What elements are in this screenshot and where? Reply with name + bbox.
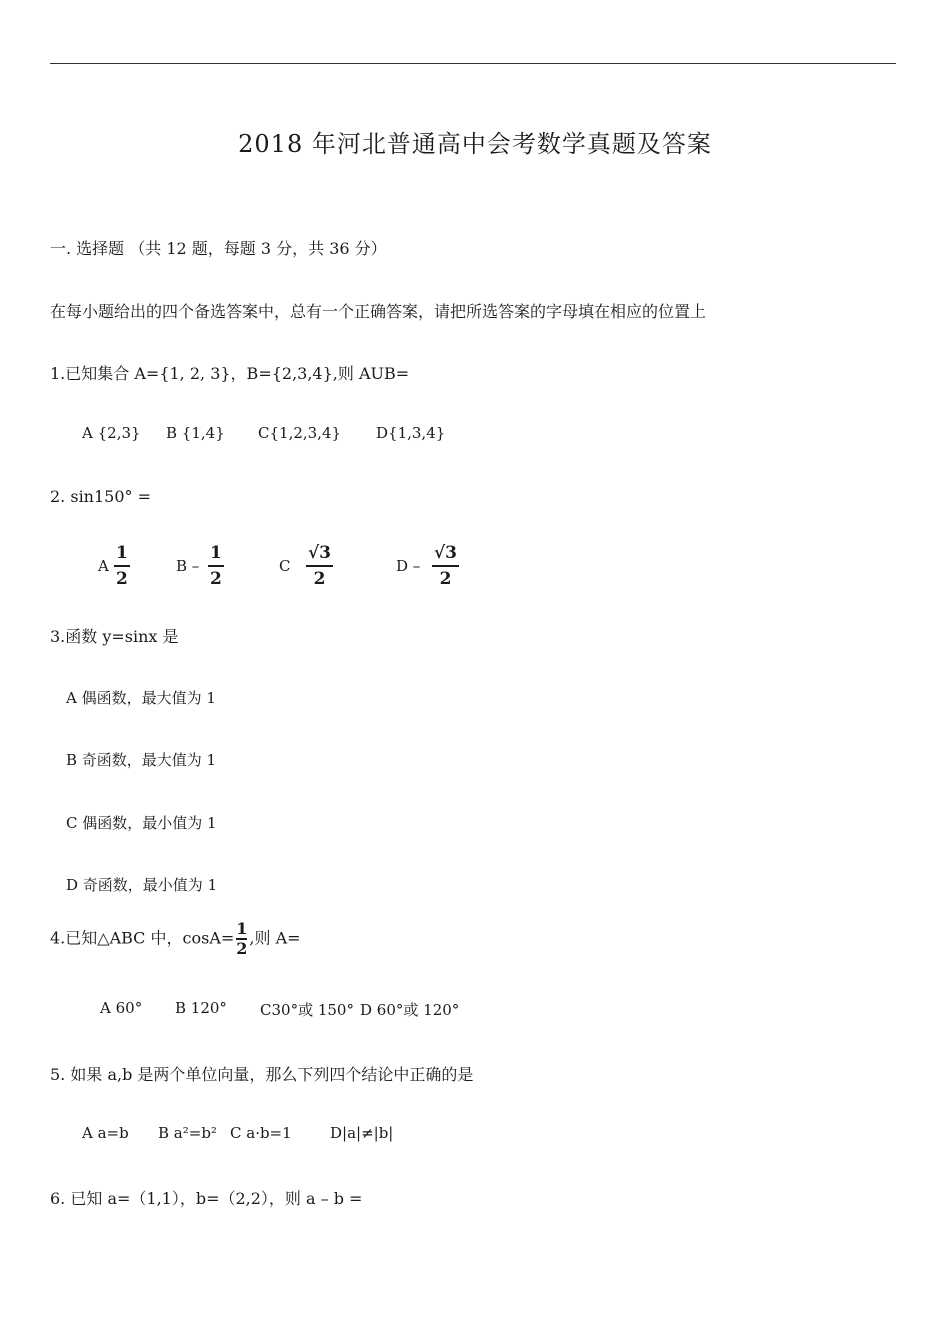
q2-option-a-fraction bbox=[114, 542, 130, 590]
q2-option-a-label: A bbox=[98, 557, 109, 575]
q1-option-a: A {2,3} bbox=[82, 424, 141, 442]
q2-option-d-label: D – bbox=[396, 557, 421, 575]
fraction-bar bbox=[432, 565, 459, 567]
fraction-bar bbox=[208, 565, 224, 567]
q2-option-d-fraction bbox=[432, 542, 459, 590]
q2-b-denominator: 2 bbox=[210, 568, 222, 589]
q2-a-denominator: 2 bbox=[116, 568, 128, 589]
q2-option-b-fraction bbox=[208, 542, 224, 590]
q4-cos-fraction bbox=[236, 920, 247, 958]
q1-option-d: D{1,3,4} bbox=[376, 424, 446, 442]
section-heading: 一. 选择题 （共 12 题，每题 3 分，共 36 分） bbox=[50, 239, 387, 258]
q4-stem-prefix: 4.已知△ABC 中，cosA= bbox=[50, 928, 235, 948]
q4-numerator: 1 bbox=[236, 919, 248, 938]
q4-option-b: B 120° bbox=[175, 999, 227, 1017]
q2-d-numerator: √3 bbox=[434, 543, 458, 563]
q1-option-b: B {1,4} bbox=[166, 424, 225, 442]
q4-stem-suffix: ,则 A= bbox=[249, 928, 301, 948]
fraction-bar bbox=[306, 565, 333, 567]
q3-option-b: B 奇函数，最大值为 1 bbox=[66, 751, 217, 769]
section-instruction: 在每小题给出的四个备选答案中，总有一个正确答案，请把所选答案的字母填在相应的位置上 bbox=[50, 302, 707, 321]
question-5-stem: 5. 如果 a,b 是两个单位向量，那么下列四个结论中正确的是 bbox=[50, 1065, 474, 1084]
q1-option-c: C{1,2,3,4} bbox=[258, 424, 342, 442]
q3-option-c: C 偶函数，最小值为 1 bbox=[66, 814, 217, 832]
q2-d-denominator: 2 bbox=[439, 568, 452, 589]
page-title: 2018 年河北普通高中会考数学真题及答案 bbox=[238, 130, 712, 158]
q5-option-a: A a=b bbox=[82, 1124, 129, 1142]
q4-option-d: D 60°或 120° bbox=[360, 1001, 460, 1019]
q4-option-a: A 60° bbox=[100, 999, 143, 1017]
top-rule bbox=[50, 63, 896, 64]
q2-option-b-label: B – bbox=[176, 557, 200, 575]
q4-denominator: 2 bbox=[236, 938, 248, 958]
q2-c-denominator: 2 bbox=[313, 568, 326, 589]
q2-b-numerator: 1 bbox=[210, 543, 222, 563]
q2-c-numerator: √3 bbox=[308, 543, 332, 563]
q5-option-d: D|a|≠|b| bbox=[330, 1124, 394, 1142]
question-3-stem: 3.函数 y=sinx 是 bbox=[50, 627, 179, 646]
fraction-bar bbox=[114, 565, 130, 567]
q5-option-c: C a·b=1 bbox=[230, 1124, 292, 1142]
question-2-stem: 2. sin150° = bbox=[50, 487, 152, 506]
question-4-stem bbox=[50, 920, 301, 958]
q2-option-c-fraction bbox=[306, 542, 333, 590]
q4-option-c: C30°或 150° bbox=[260, 1001, 354, 1019]
question-1-stem: 1.已知集合 A={1, 2, 3}，B={2,3,4},则 AUB= bbox=[50, 364, 410, 383]
q5-option-b: B a²=b² bbox=[158, 1124, 217, 1142]
question-6-stem: 6. 已知 a=（1,1），b=（2,2），则 a – b = bbox=[50, 1189, 363, 1208]
q2-option-c-label: C bbox=[279, 557, 291, 575]
q2-a-numerator: 1 bbox=[116, 543, 128, 563]
q3-option-d: D 奇函数，最小值为 1 bbox=[66, 876, 218, 894]
q3-option-a: A 偶函数，最大值为 1 bbox=[66, 689, 216, 707]
